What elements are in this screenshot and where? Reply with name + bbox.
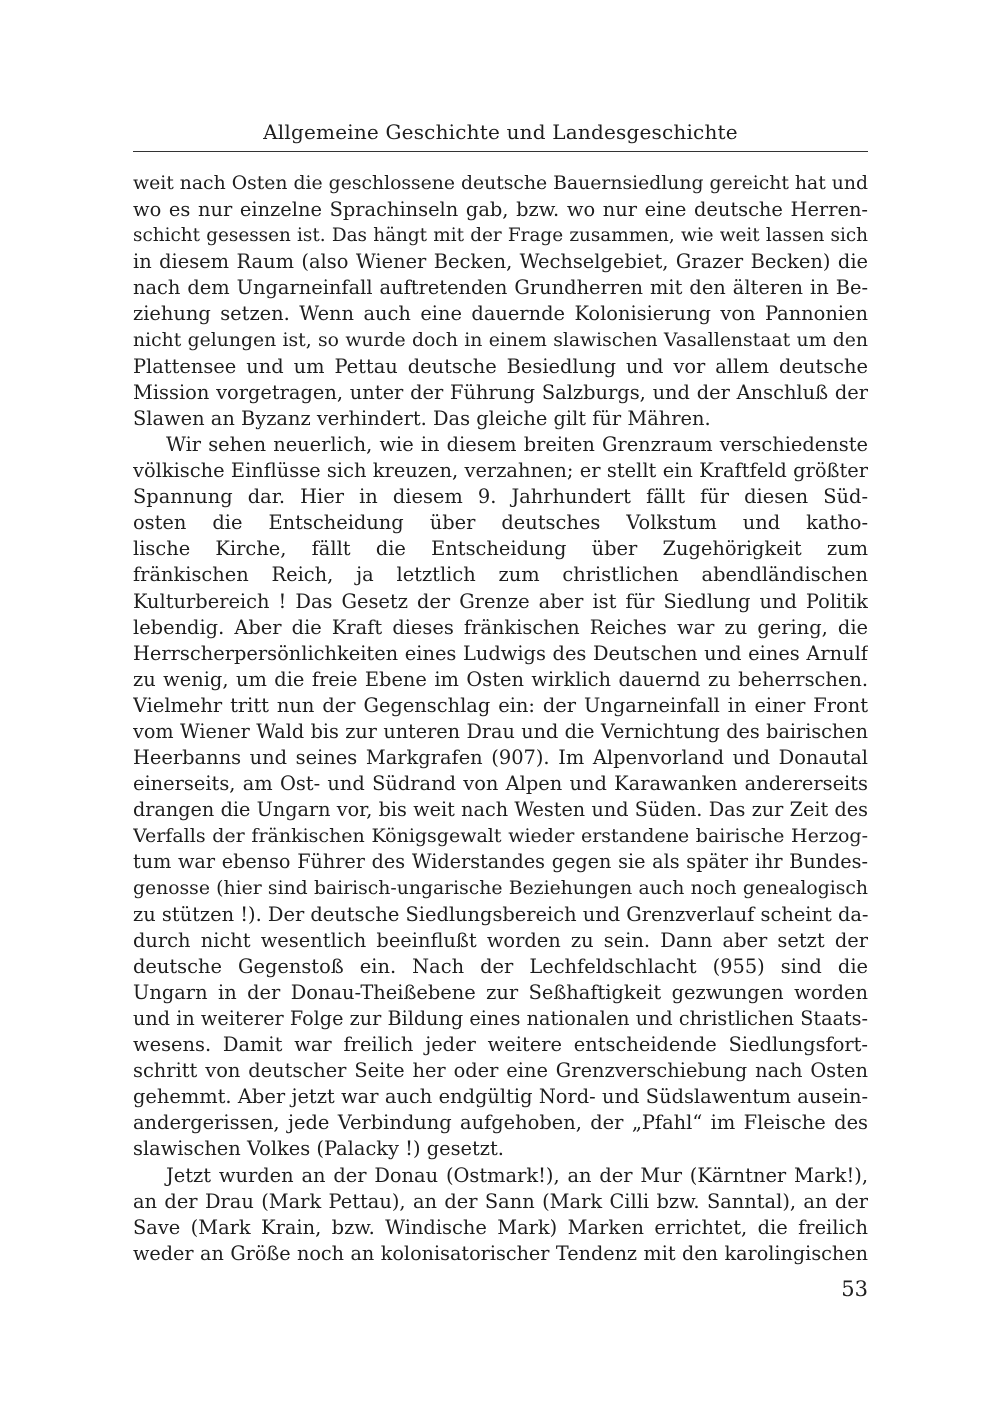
text-line: genosse (hier sind bairisch-ungarische Beziehungen auch noch genealogisch (133, 877, 868, 899)
text-line: ziehung setzen. Wenn auch eine dauernde Kolonisierung von Pannonien (133, 302, 868, 326)
text-line: andergerissen, jede Verbindung aufgehoben, der „Pfahl“ im Fleische des (133, 1111, 868, 1135)
body-text (133, 171, 868, 1267)
running-header: Allgemeine Geschichte und Landesgeschichte (263, 120, 738, 144)
header-rule (133, 151, 868, 152)
text-line: Vielmehr tritt nun der Gegenschlag ein: der Ungarneinfall in einer Front (133, 693, 868, 717)
text-line: und in weiterer Folge zur Bildung eines nationalen und christlichen Staats- (133, 1007, 868, 1030)
text-line: gehemmt. Aber jetzt war auch endgültig Nord- und Südslawentum ausein- (133, 1085, 868, 1109)
text-line: weit nach Osten die geschlossene deutsche Bauernsiedlung gereicht hat und (133, 173, 868, 194)
text-line: tum war ebenso Führer des Widerstandes gegen sie als später ihr Bundes- (133, 850, 868, 874)
text-line: Herrscherpersönlichkeiten eines Ludwigs des Deutschen und eines Arnulf (133, 641, 868, 665)
text-line: Plattensee und um Pettau deutsche Besiedlung und vor allem deutsche (133, 354, 868, 378)
text-line: slawischen Volkes (Palacky !) gesetzt. (133, 1137, 504, 1161)
text-line: Save (Mark Krain, bzw. Windische Mark) Marken errichtet, die freilich (133, 1215, 868, 1239)
text-line: Kulturbereich ! Das Gesetz der Grenze aber ist für Siedlung und Politik (133, 589, 868, 613)
text-line: völkische Einflüsse sich kreuzen, verzahnen; er stellt ein Kraftfeld größter (133, 459, 868, 483)
text-line: weder an Größe noch an kolonisatorischer Tendenz mit den karolingischen (133, 1241, 868, 1265)
text-line: Spannung dar. Hier in diesem 9. Jahrhundert fällt für diesen Süd- (133, 485, 868, 509)
text-line: wo es nur einzelne Sprachinseln gab, bzw. wo nur eine deutsche Herren- (133, 198, 868, 222)
text-line: Mission vorgetragen, unter der Führung Salzburgs, und der Anschluß der (133, 380, 868, 404)
text-line: Jetzt wurden an der Donau (Ostmark!), an der Mur (Kärntner Mark!), (166, 1163, 868, 1187)
text-line: Verfalls der fränkischen Königsgewalt wieder erstandene bairische Herzog- (133, 825, 868, 848)
text-line: Wir sehen neuerlich, wie in diesem breiten Grenzraum verschiedenste (166, 432, 868, 456)
text-line: schritt von deutscher Seite her oder eine Grenzverschiebung nach Osten (133, 1059, 868, 1083)
text-line: in diesem Raum (also Wiener Becken, Wechselgebiet, Grazer Becken) die (133, 250, 868, 274)
text-line: Ungarn in der Donau-Theißebene zur Seßhaftigkeit gezwungen worden (133, 980, 868, 1004)
text-line: nicht gelungen ist, so wurde doch in einem slawischen Vasallenstaat um den (133, 329, 868, 351)
text-line: einerseits, am Ost- und Südrand von Alpen und Karawanken andererseits (133, 772, 868, 796)
text-line: nach dem Ungarneinfall auftretenden Grundherren mit den älteren in Be- (133, 276, 868, 300)
text-line: Heerbanns und seines Markgrafen (907). Im Alpenvorland und Donautal (133, 746, 868, 770)
text-line: lische Kirche, fällt die Entscheidung über Zugehörigkeit zum (133, 537, 868, 561)
text-line: fränkischen Reich, ja letztlich zum christlichen abendländischen (133, 563, 868, 587)
text-line: zu wenig, um die freie Ebene im Osten wirklich dauernd zu beherrschen. (133, 667, 868, 691)
text-line: osten die Entscheidung über deutsches Volkstum und katho- (133, 511, 868, 535)
text-line: durch nicht wesentlich beeinflußt worden zu sein. Dann aber setzt der (133, 928, 868, 952)
text-line: Slawen an Byzanz verhindert. Das gleiche gilt für Mähren. (133, 406, 711, 430)
text-line: lebendig. Aber die Kraft dieses fränkischen Reiches war zu gering, die (133, 615, 868, 639)
text-line: zu stützen !). Der deutsche Siedlungsbereich und Grenzverlauf scheint da- (133, 902, 868, 926)
text-line: schicht gesessen ist. Das hängt mit der Frage zusammen, wie weit lassen sich (133, 225, 868, 247)
text-line: drangen die Ungarn vor, bis weit nach Westen und Süden. Das zur Zeit des (133, 798, 868, 822)
text-line: wesens. Damit war freilich jeder weitere entscheidende Siedlungsfort- (133, 1033, 868, 1057)
text-line: an der Drau (Mark Pettau), an der Sann (Mark Cilli bzw. Sanntal), an der (133, 1189, 868, 1213)
text-line: deutsche Gegenstoß ein. Nach der Lechfeldschlacht (955) sind die (133, 954, 868, 978)
page-number: 53 (841, 1277, 868, 1301)
text-line: vom Wiener Wald bis zur unteren Drau und die Vernichtung des bairischen (133, 719, 868, 743)
